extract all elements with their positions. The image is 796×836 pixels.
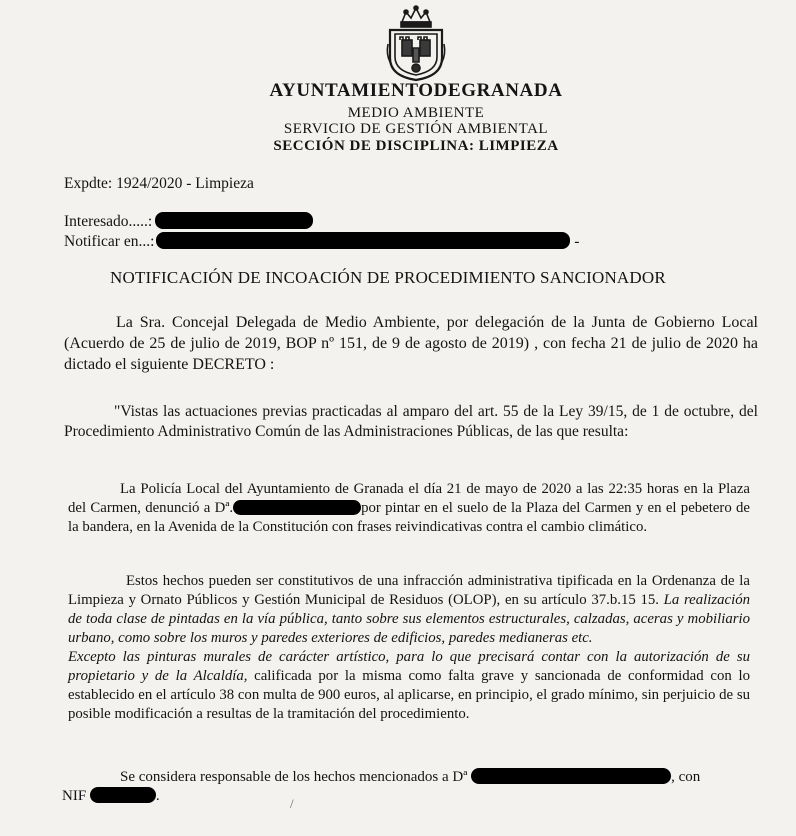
service-name: SERVICIO DE GESTIÓN AMBIENTAL (283, 121, 549, 137)
section-name: SECCIÓN DE DISCIPLINA: LIMPIEZA (273, 138, 559, 154)
paragraph-facts (68, 480, 750, 537)
redacted-address-bar (156, 232, 570, 249)
paragraph-infraction-intro: Estos hechos pueden ser constitutivos de una infracción administrativa tipificada en la Ordenanza de la Limpieza y Ornato Públicos y Gestión Municipal de Residuos (OLOP), en su artículo 37.b.15 15. (68, 573, 750, 608)
paragraph-responsible-after: , con (671, 769, 701, 785)
stray-mark: / (290, 796, 294, 811)
paragraph-facts-before: La Policía Local del Ayuntamiento de Granada el día 21 de mayo de 2020 a las 22:35 horas en la Plaza del Carmen, denunció a Dª. (68, 481, 750, 516)
redacted-name-bar (155, 212, 313, 229)
department-name: MEDIO AMBIENTE (347, 105, 485, 121)
paragraph-infraction-exception: Excepto las pinturas murales de carácter artístico, para lo que precisará contar con la autorización de su propietario y de la Alcaldía, (68, 649, 750, 684)
notify-line (64, 232, 579, 251)
notify-label: Notificar en...: (64, 233, 155, 250)
file-reference: Expdte: 1924/2020 - Limpieza (64, 175, 254, 192)
notify-suffix: - (574, 233, 580, 250)
interested-line (64, 212, 313, 231)
redacted-responsible-bar (471, 768, 671, 784)
granada-coat-of-arms-icon (384, 4, 448, 82)
paragraph-infraction-rest: calificada por la misma como falta grave y sancionada de conformidad con lo establecido en el artículo 38 con multa de 900 euros, al aplicarse, en principio, el grado mínimo, sin perjuicio de su posible modificación a resultas de la tramitación del procedimiento. (68, 668, 750, 722)
paragraph-preliminary-text: "Vistas las actuaciones previas practicadas al amparo del art. 55 de la Ley 39/15, de 1 de octubre, del Procedimiento Administrativo Común de las Administraciones Públicas, de las que resulta: (64, 403, 758, 440)
nif-label: NIF (62, 788, 87, 804)
paragraph-preliminary (64, 402, 758, 442)
document-title: NOTIFICACIÓN DE INCOACIÓN DE PROCEDIMIENTO SANCIONADOR (110, 268, 666, 287)
interested-label: Interesado.....: (64, 213, 153, 230)
paragraph-decree-intro (64, 312, 758, 375)
redacted-nif-bar (90, 787, 156, 803)
paragraph-responsible-before: Se considera responsable de los hechos mencionados a Dª (120, 769, 468, 785)
organization-name: AYUNTAMIENTODEGRANADA (269, 80, 563, 101)
paragraph-infraction-quote: La realización de toda clase de pintadas en la vía pública, tanto sobre sus elementos estructurales, calzadas, aceras y mobiliario urbano, como sobre los muros y paredes exteriores de edificios, paredes medianeras etc. (68, 592, 750, 646)
redacted-person-bar (233, 500, 361, 515)
paragraph-decree-intro-text: La Sra. Concejal Delegada de Medio Ambiente, por delegación de la Junta de Gobierno Local (Acuerdo de 25 de julio de 2019, BOP nº 151, de 9 de agosto de 2019) , con fecha 21 de julio de 2020 ha dictado el siguiente DECRETO : (64, 314, 758, 373)
paragraph-responsible (62, 768, 742, 806)
paragraph-facts-after: por pintar en el suelo de la Plaza del Carmen y en el pebetero de la bandera, en la Avenida de la Constitución con frases reivindicativas contra el cambio climático. (68, 500, 750, 535)
paragraph-infraction (68, 572, 750, 724)
nif-suffix: . (155, 788, 160, 804)
